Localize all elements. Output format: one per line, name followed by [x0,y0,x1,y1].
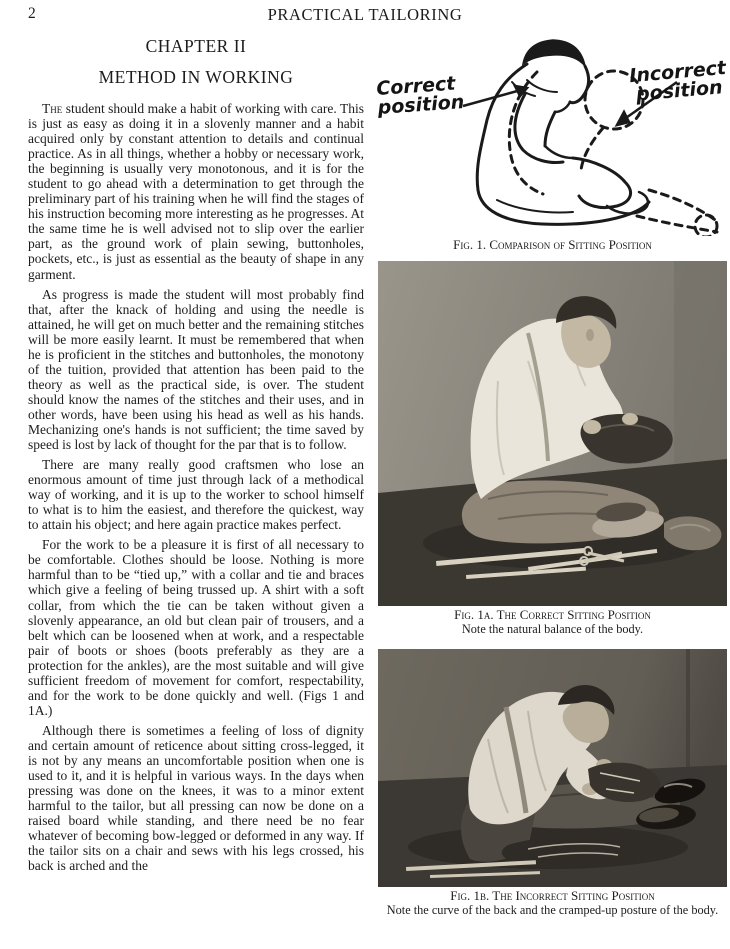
paragraph-lead-word: The [42,101,63,116]
fig1b-note: Note the curve of the back and the cramped-up posture of the body. [386,902,719,917]
figure-1 [377,30,728,236]
chapter-heading: CHAPTER II [145,36,247,56]
paragraph-1-text: student should make a habit of working with care. This is just as easy as doing it in a slovenly manner and a habit acquired only by constant attention to details and continual practice. As in all things, whether a hobby or necessary work, the beginning is usually very monotonous, and it is for the student to go ahead with a determination to get through the preliminary part of his training when he will find the stages of his instruction becoming more interesting as he progresses. At the same time he is well advised not to slip over the earlier part, as the ground work of plain sewing, buttonholes, pockets, etc., is just as essential as the beauty of shape in any garment. [28,101,364,282]
fig1a-photo [378,261,727,606]
text-column [28,30,364,878]
page-number: 2 [28,5,36,22]
paragraph-2: As progress is made the student will most probably find that, after the knack of holding and using the needle is attained, he will get on much better and the remaining stitches will be more easily learnt. It must be remembered that when he is proficient in the stitches and buttonholes, the monotony of the tuition, provided that attention has been paid to the theory as well as the practical side, is over. The student should know the names of the stitches and their uses, and in other words, have been using his head as well as his hands. Mechanizing one's hands is not sufficient; the time saved by speed is lost by lack of thought for the par that is to follow. [28,286,364,453]
incorrect-position-label: Incorrect position [628,56,727,106]
paragraph-1 [28,101,364,282]
paragraph-3: There are many really good craftsmen who lose an enormous amount of time just through lack of a methodical way of working, and it is up to the worker to school himself to what is to him the easiest, and therefore the quickest, way to attain his object; and here again practice makes perfect. [28,457,364,533]
fig1b-photo [378,649,727,887]
fig1a-caption: Fig. 1a. The Correct Sitting Position [454,607,651,622]
fig1a-note: Note the natural balance of the body. [461,622,644,636]
running-title: PRACTICAL TAILORING [267,5,463,24]
fig1b-caption: Fig. 1b. The Incorrect Sitting Position [450,887,655,903]
chapter-title: METHOD IN WORKING [98,67,294,87]
figure-column [377,30,728,917]
fig1-caption: Fig. 1. Comparison of Sitting Position [453,237,652,252]
paragraph-5: Although there is sometimes a feeling of loss of dignity and certain amount of reticence about sitting cross-legged, it is not by any means an uncomfortable position when one is used to it, and it is helpful in various ways. In the days when pressing was done on the knees, it was to a minor extent harmful to the tailor, but all pressing can now be done on a raised board while standing, and there need be no fear whatever of becoming bow-legged or deformed in any way. If the tailor sits on a chair and sews with his legs crossed, his back is arched and the [28,722,364,874]
paragraph-4: For the work to be a pleasure it is first of all necessary to be comfortable. Clothes should be loose. Nothing is more harmful than to be “tied up,” with a collar and tie and braces which give a feeling of being trussed up. A shirt with a soft collar, from which the tie can be taken without given a slovenly appearance, an old but clean pair of trousers, and a belt which can be loosened when at work, and a respectable pair of boots or shoes (boots preferably as they are a protection for the ankles), are the most suitable and will give sufficient freedom of movement for comfort, respectability, and for the work to be done quickly and well. (Figs 1 and 1A.) [28,537,364,718]
correct-position-label: Correct position [375,72,465,119]
